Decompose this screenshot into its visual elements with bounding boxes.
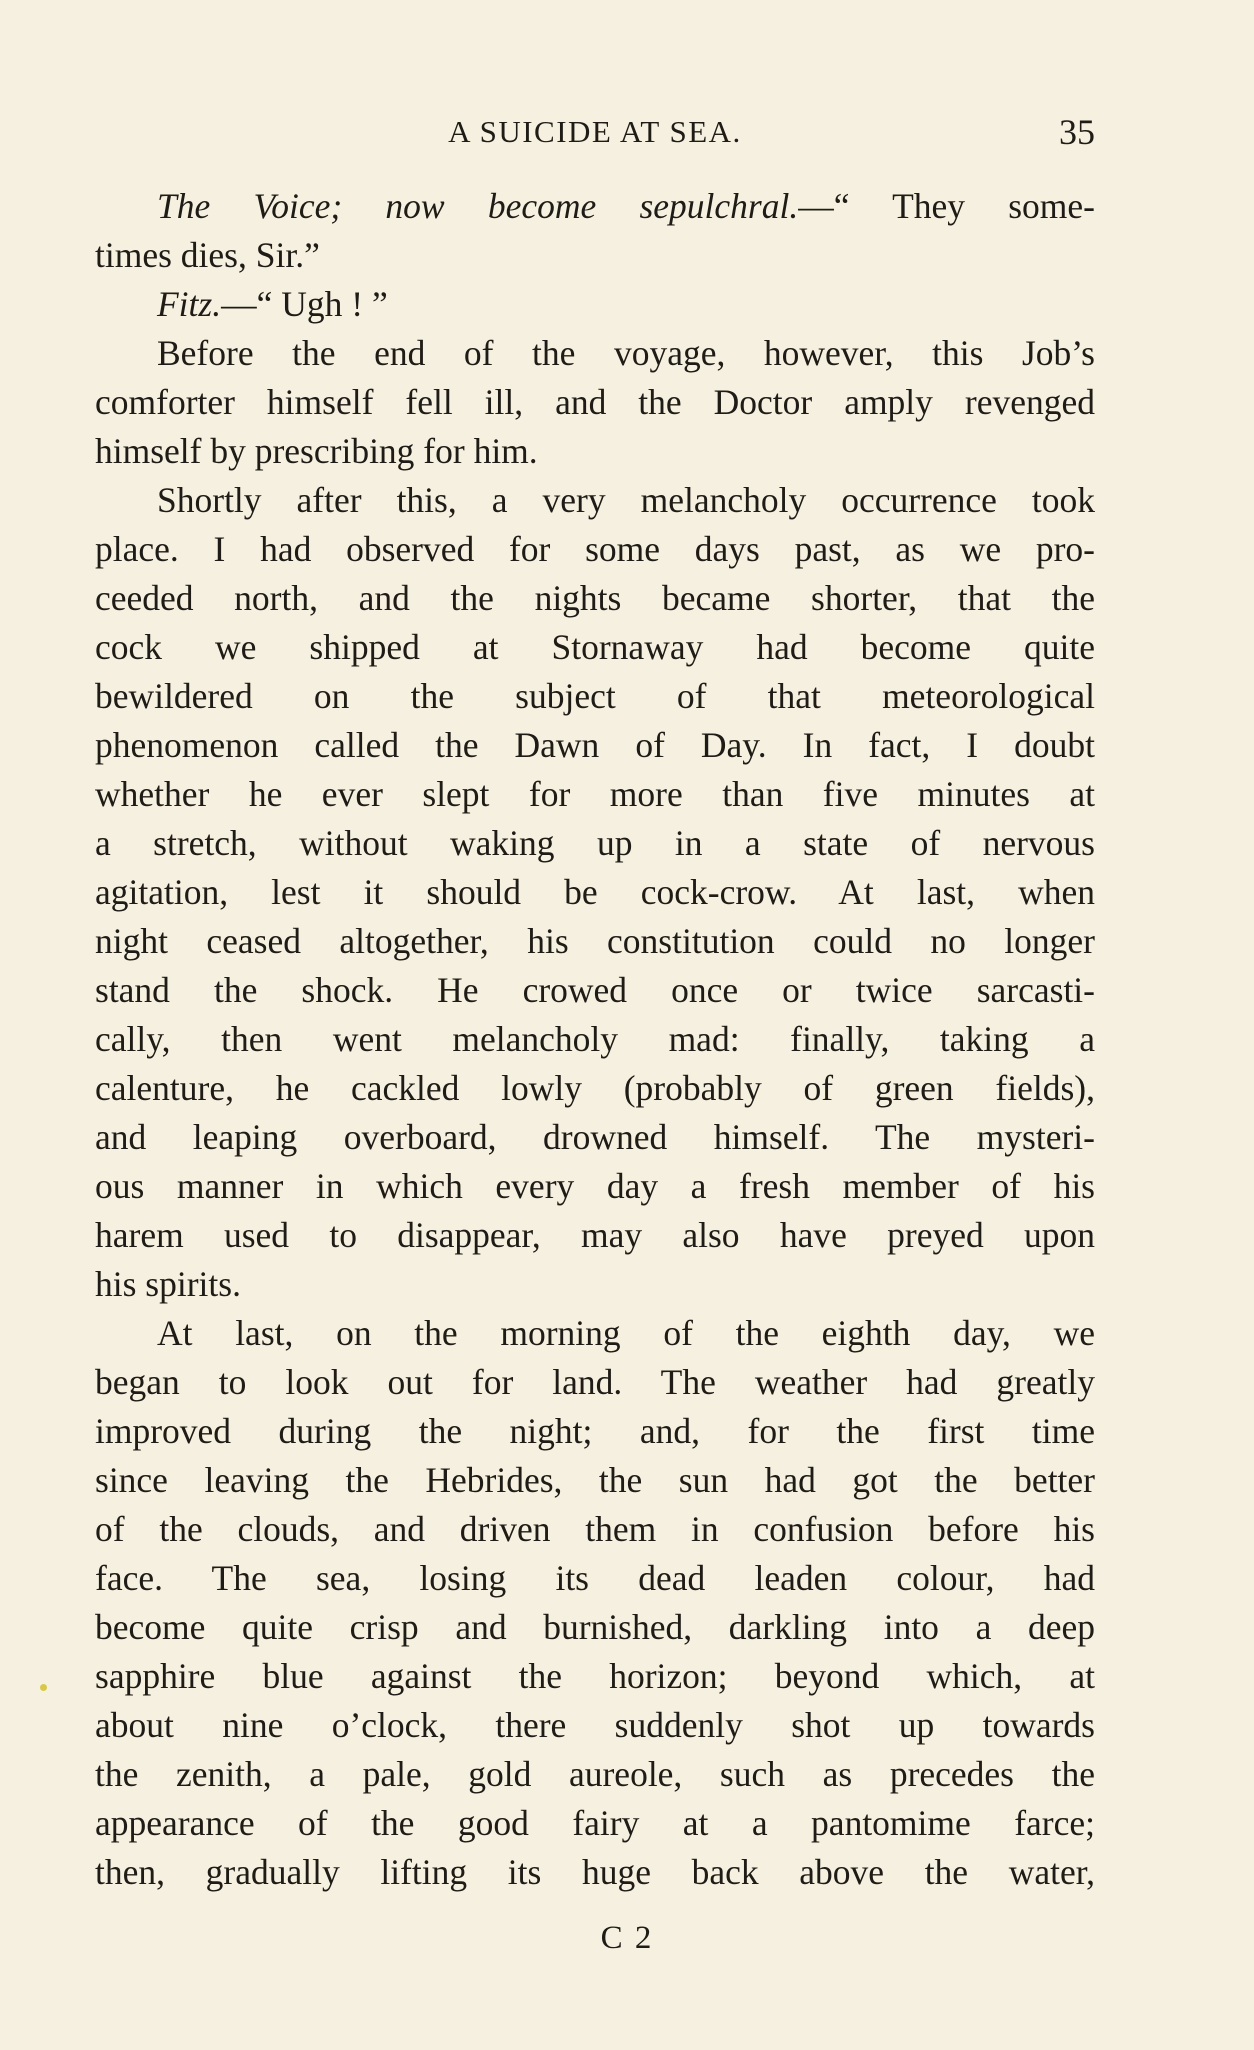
page-number: 35	[1059, 112, 1095, 152]
text-line: ceeded north, and the nights became shorter, that the	[95, 578, 1095, 618]
text-line: improved during the night; and, for the first time	[95, 1411, 1095, 1451]
dialogue-line-fitz	[95, 280, 1095, 329]
text-line: about nine o’clock, there suddenly shot up towards	[95, 1705, 1095, 1745]
text-line: become quite crisp and burnished, darkling into a deep	[95, 1607, 1095, 1647]
text-line: harem used to disappear, may also have preyed upon	[95, 1215, 1095, 1255]
text-line: the zenith, a pale, gold aureole, such as precedes the	[95, 1754, 1095, 1794]
speaker-voice: The Voice; now become sepulchral.	[157, 186, 799, 226]
text-line: himself by prescribing for him.	[95, 431, 538, 471]
text-line: calenture, he cackled lowly (probably of green fields),	[95, 1068, 1095, 1108]
text-line: a stretch, without waking up in a state of nervous	[95, 823, 1095, 863]
paper-speck	[40, 1684, 47, 1691]
text-line: cock we shipped at Stornaway had become quite	[95, 627, 1095, 667]
running-title: A SUICIDE AT SEA.	[448, 114, 742, 149]
text-line: Shortly after this, a very melancholy occurrence took	[157, 480, 1095, 520]
text-line: comforter himself fell ill, and the Doctor amply revenged	[95, 382, 1095, 422]
text-line: face. The sea, losing its dead leaden colour, had	[95, 1558, 1095, 1598]
text-line: stand the shock. He crowed once or twice sarcasti-	[95, 970, 1095, 1010]
text-line: cally, then went melancholy mad: finally, taking a	[95, 1019, 1095, 1059]
text-line: then, gradually lifting its huge back above the water,	[95, 1852, 1095, 1892]
text-line: phenomenon called the Dawn of Day. In fact, I doubt	[95, 725, 1095, 765]
text-line: At last, on the morning of the eighth day, we	[157, 1313, 1095, 1353]
text-line: bewildered on the subject of that meteorological	[95, 676, 1095, 716]
text-line: place. I had observed for some days past, as we pro-	[95, 529, 1095, 569]
text-line: night ceased altogether, his constitution could no longer	[95, 921, 1095, 961]
body-text	[95, 182, 1095, 1897]
text-line: ous manner in which every day a fresh member of his	[95, 1166, 1095, 1206]
voice-speech: —“ They some-	[798, 186, 1095, 226]
fitz-speech: —“ Ugh ! ”	[221, 284, 388, 324]
text-line: his spirits.	[95, 1264, 241, 1304]
text-line: and leaping overboard, drowned himself. The mysteri-	[95, 1117, 1095, 1157]
text-line: Before the end of the voyage, however, this Job’s	[157, 333, 1095, 373]
text-line: since leaving the Hebrides, the sun had got the better	[95, 1460, 1095, 1500]
dialogue-line-voice	[95, 182, 1095, 231]
text-line: sapphire blue against the horizon; beyond which, at	[95, 1656, 1095, 1696]
text-line: of the clouds, and driven them in confusion before his	[95, 1509, 1095, 1549]
text-line: times dies, Sir.”	[95, 235, 320, 275]
text-line: began to look out for land. The weather had greatly	[95, 1362, 1095, 1402]
signature-mark: C 2	[600, 1920, 654, 1956]
text-line: appearance of the good fairy at a pantomime farce;	[95, 1803, 1095, 1843]
text-line: whether he ever slept for more than five minutes at	[95, 774, 1095, 814]
running-header	[95, 112, 1095, 152]
speaker-fitz: Fitz.	[157, 284, 222, 324]
text-line: agitation, lest it should be cock-crow. At last, when	[95, 872, 1095, 912]
